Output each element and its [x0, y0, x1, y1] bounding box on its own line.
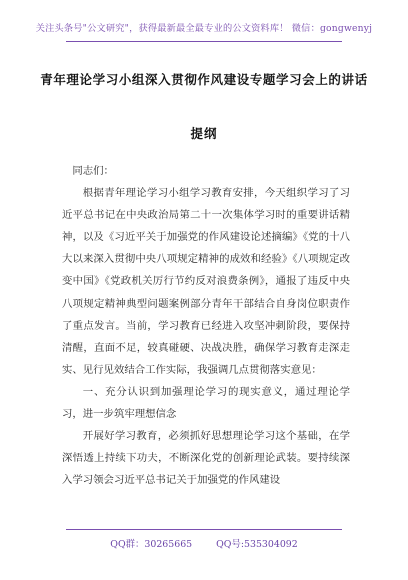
body-paragraph: 根据青年理论学习小组学习教育安排，今天组织学习了习近平总书记在中央政治局第二十一次集体学习时的重要讲话精神，以及《习近平关于加强党的作风建设论述摘编》《党的十八大以来深入贯彻中央八项规定精神的成效和经验》《八项规定改变中国》《党政机关厉行节约反对浪费条例》，通报了违反中央八项规定精神典型问题案例部分青年干部结合自身岗位职责作了重点发言。当前，学习教育已经进入攻坚冲刺阶段，要保持清醒，直面不足，较真碰硬、决战决胜，确保学习教育走深走实、见行见效结合工作实际，我强调几点贯彻落实意见： — [62, 187, 350, 376]
header-divider — [66, 41, 342, 42]
footer-qq-group: QQ群：30265665 — [110, 539, 193, 550]
greeting-paragraph: 同志们： — [72, 165, 114, 177]
document-title: 青年理论学习小组深入贯彻作风建设专题学习会上的讲话 — [40, 72, 368, 87]
footer-qq-number: QQ号:535304092 — [216, 539, 298, 550]
section-heading: 一、充分认识到加强理论学习的现实意义，通过理论学习，进一步筑牢理想信念 — [62, 385, 350, 421]
footer-contact — [0, 536, 408, 550]
header-promo-text: 关注头条号"公文研究"，获得最新最全最专业的公文资料库！ 微信：gongwenyj — [35, 23, 373, 34]
document-subtitle: 提纲 — [190, 126, 218, 141]
body-paragraph: 开展好学习教育，必须抓好思想理论学习这个基础，在学深悟透上持续下功夫，不断深化党的创新理论武装。要持续深入学习领会习近平总书记关于加强党的作风建设 — [62, 430, 350, 487]
footer-divider — [66, 529, 342, 530]
document-body — [62, 160, 350, 491]
